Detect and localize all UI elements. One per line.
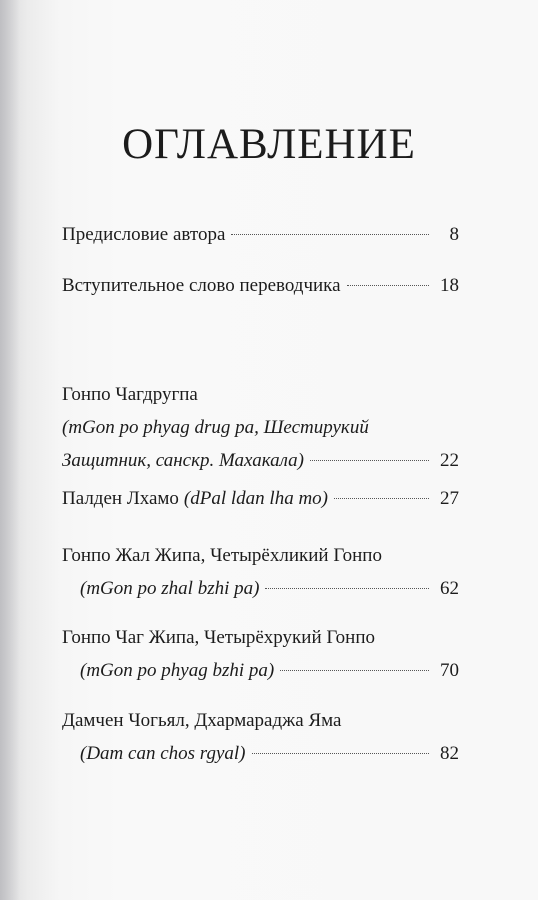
entry-title: Палден Лхамо [62,488,179,509]
entry-title: Дамчен Чогьял, Дхармараджа Яма [62,710,342,731]
toc-line [62,218,459,251]
page-number: 18 [440,275,459,296]
toc-line [62,737,459,770]
page-number: 62 [440,578,459,599]
toc-entry-translator-introduction[interactable] [62,269,459,302]
entry-subtitle: (dPal ldan lha mo) [183,488,328,509]
dot-leader [252,753,429,754]
entry-subtitle: Защитник, санскр. Махакала) [62,450,304,471]
toc-entry-palden-lhamo[interactable] [62,482,459,515]
toc-line [62,269,459,302]
entry-subtitle: (mGon po phyag drug pa, Шестирукий [62,417,369,438]
dot-leader [231,234,429,235]
dot-leader [280,670,429,671]
entry-title: Гонпо Жал Жипа, Четырёхликий Гонпо [62,545,382,566]
toc-entry-gonpo-chagdrugpa[interactable] [62,378,459,477]
toc-line [62,654,459,687]
dot-leader [265,588,429,589]
page-number: 22 [440,450,459,471]
entry-subtitle: (mGon po zhal bzhi pa) [80,578,260,599]
toc-line [62,572,459,605]
entry-title: Гонпо Чаг Жипа, Четырёхрукий Гонпо [62,627,376,648]
toc-line [62,621,459,654]
dot-leader [347,285,429,286]
dot-leader [334,498,429,499]
toc-entry-gonpo-chag-zhipa[interactable] [62,621,459,687]
toc-line [62,378,459,411]
entry-title: Гонпо Чагдругпа [62,384,198,405]
toc-line [62,704,459,737]
toc-line [62,411,459,444]
page-number: 82 [440,743,459,764]
toc-line [62,444,459,477]
dot-leader [310,460,429,461]
toc-entry-author-preface[interactable] [62,218,459,251]
entry-subtitle: (Dam can chos rgyal) [80,743,246,764]
entry-title: Предисловие автора [62,224,226,245]
toc-heading: ОГЛАВЛЕНИЕ [122,120,416,168]
toc-entry-gonpo-zhal-zhipa[interactable] [62,539,459,605]
page-number: 8 [449,224,459,245]
toc-line [62,482,459,515]
toc-line [62,539,459,572]
page-number: 27 [440,488,459,509]
toc-entry-damchen-chogyal[interactable] [62,704,459,770]
page-number: 70 [440,660,459,681]
entry-title: Вступительное слово переводчика [62,275,341,296]
entry-subtitle: (mGon po phyag bzhi pa) [80,660,275,681]
